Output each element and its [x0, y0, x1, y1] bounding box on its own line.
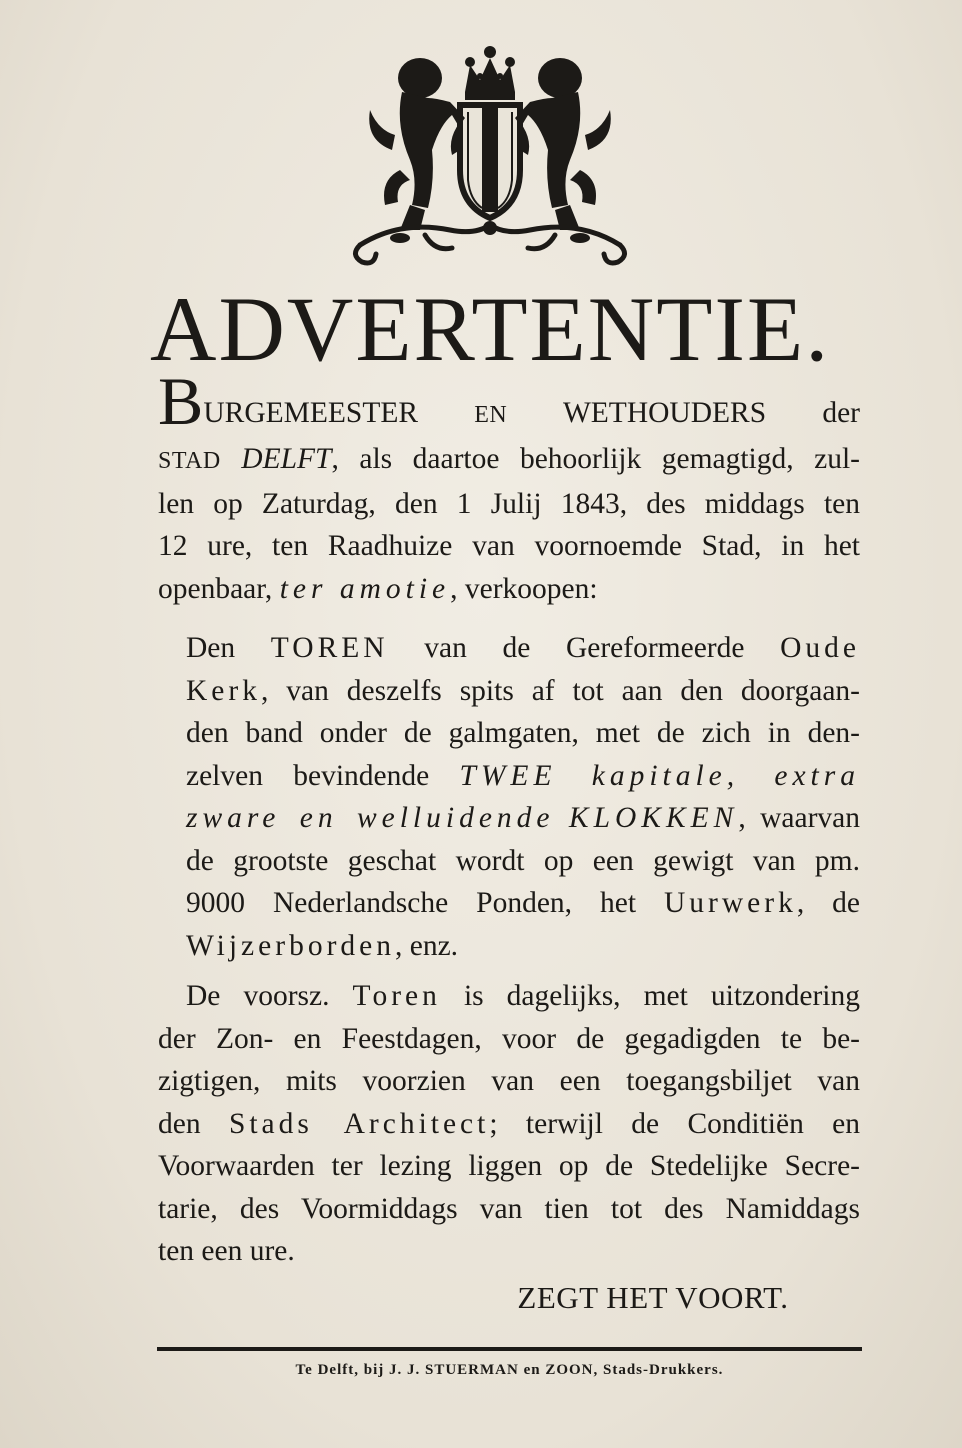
p1-line-5: openbaar, ter amotie, verkoopen: [158, 572, 598, 605]
printer-imprint: Te Delft, bij J. J. STUERMAN en ZOON, Stads-Drukkers. [295, 1362, 724, 1378]
p2-line-3: den band onder de galmgaten, met de zich in den- [186, 717, 860, 749]
p2-line-6: de grootste geschat wordt op een gewigt van pm. [186, 844, 860, 877]
p3-line-1: De voorsz. Toren is dagelijks, met uitzondering [186, 980, 860, 1012]
delft-coat-of-arms-icon [340, 30, 640, 270]
p2-line-2: Kerk, van deszelfs spits af tot aan den doorgaan- [186, 674, 860, 707]
drop-cap: B [158, 363, 204, 439]
p1-line-3: len op Zaturdag, den 1 Julij 1843, des middags ten [158, 487, 860, 520]
closing-line: ZEGT HET VOORT. [517, 1280, 789, 1315]
p2-line-1: Den TOREN van de Gereformeerde Oude [186, 632, 861, 664]
p1-line-2: STAD DELFT, als daartoe behoorlijk gemagtigd, zul- [158, 443, 861, 475]
p3-line-3: zigtigen, mits voorzien van een toegangsbiljet van [158, 1065, 860, 1097]
p2-line-5: zware en welluidende KLOKKEN, waarvan [186, 802, 860, 834]
p3-line-4: den Stads Architect; terwijl de Conditiën en [158, 1107, 861, 1140]
paragraph-viewing-conditions [158, 975, 860, 1273]
p3-line-2: der Zon- en Feestdagen, voor de gegadigden te be- [158, 1022, 860, 1055]
p2-line-4: zelven bevindende TWEE kapitale, extra [186, 759, 860, 792]
p3-line-6: tarie, des Voormiddags van tien tot des Namiddags [158, 1192, 860, 1225]
paragraph-tower-description [186, 627, 860, 967]
poster-title: ADVERTENTIE. [150, 278, 831, 380]
p2-line-8: Wijzerborden, enz. [186, 929, 459, 962]
p1-line-1: BURGEMEESTER EN WETHOUDERS der [158, 363, 861, 439]
p3-line-7: ten een ure. [158, 1235, 295, 1267]
paragraph-announcement [158, 363, 861, 610]
divider-rule [157, 1347, 862, 1351]
p1-line-4: 12 ure, ten Raadhuize van voornoemde Stad, in het [158, 530, 860, 562]
p3-line-5: Voorwaarden ter lezing liggen op de Stedelijke Secre- [158, 1150, 860, 1182]
p2-line-7: 9000 Nederlandsche Ponden, het Uurwerk, de [186, 887, 861, 919]
